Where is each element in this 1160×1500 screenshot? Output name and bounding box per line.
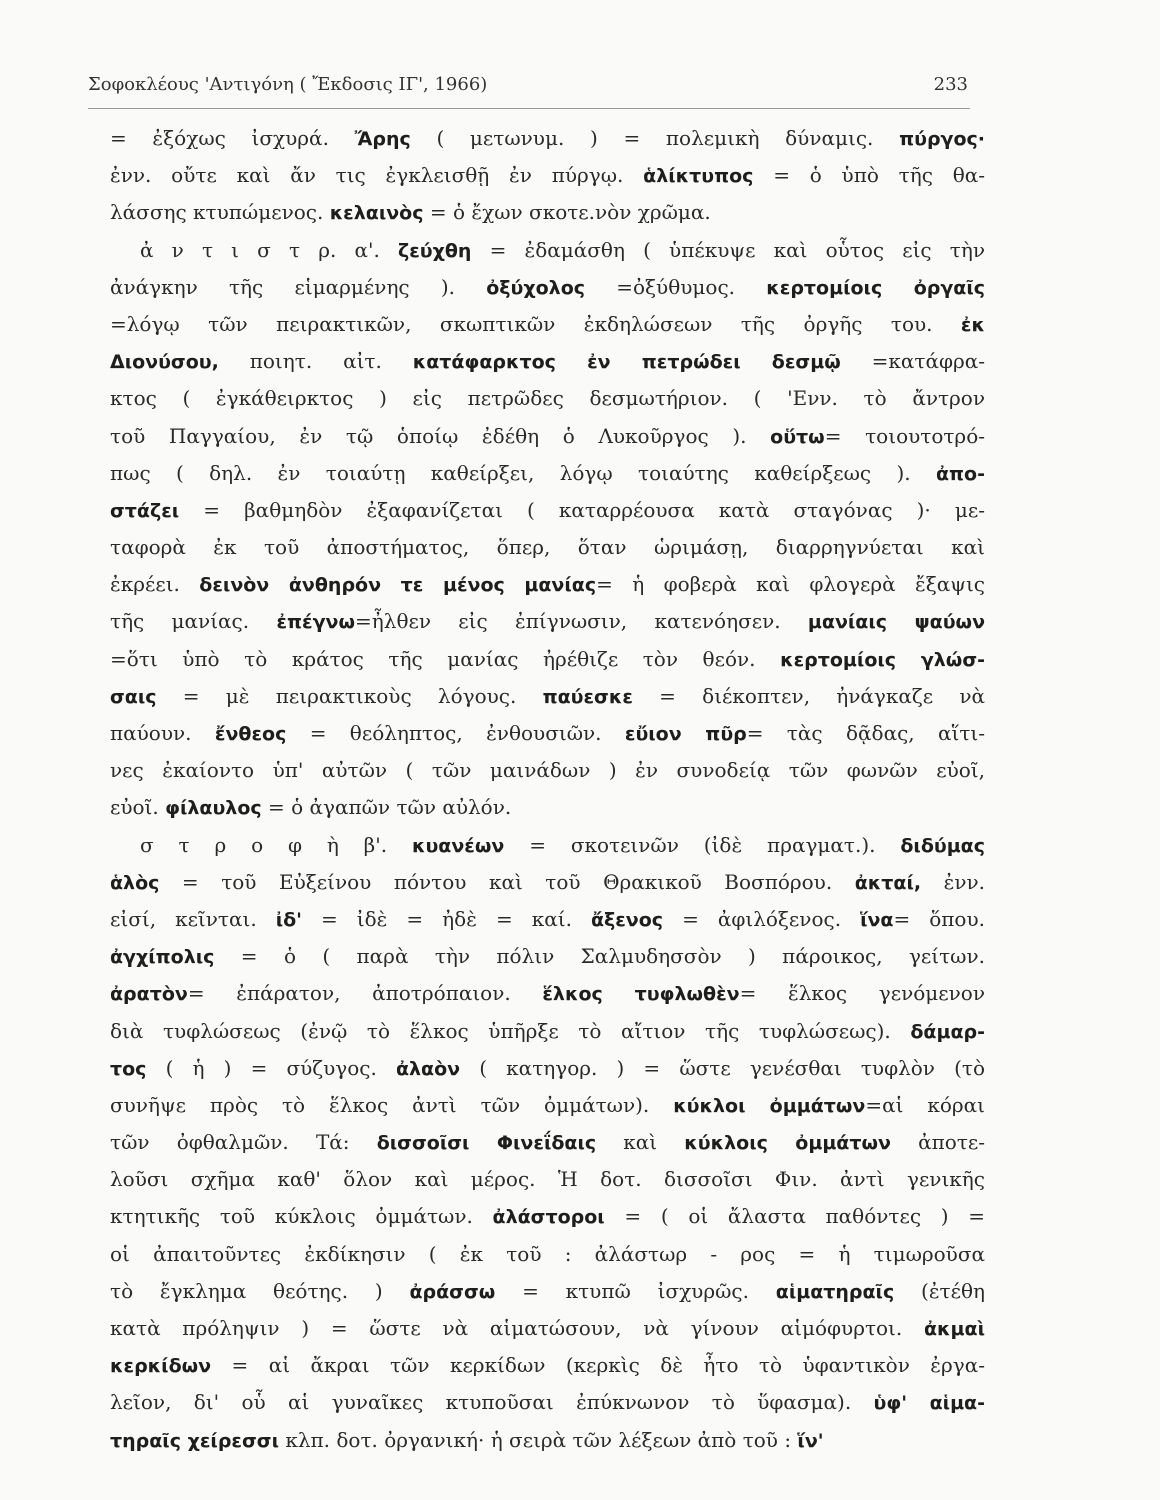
headword: κυανέων	[411, 834, 505, 857]
headword: κερτομίοις ὀργαῖς	[766, 276, 986, 299]
gloss-text: = θεόληπτος, ἐνθουσιῶν.	[286, 721, 625, 745]
headword: ἀράσσω	[409, 1280, 496, 1303]
text-line	[110, 306, 985, 343]
gloss-text: = ἡ φοβερὰ καὶ φλογερὰ ἔξαψις	[596, 572, 986, 597]
text-line	[110, 492, 985, 529]
text-line	[110, 1236, 985, 1273]
gloss-text: = ἐπάρατον, ἀποτρόπαιον.	[187, 981, 543, 1006]
gloss-text: =κατάφρα-	[840, 349, 985, 374]
text-line	[110, 603, 985, 640]
headword: ἁλὸς	[110, 871, 160, 894]
gloss-text: ἀποτε-	[890, 1130, 985, 1155]
text-line	[110, 232, 985, 269]
gloss-text: λεῖον, δι' οὗ αἱ γυναῖκες κτυποῦσαι ἐπύκνωνον τὸ ὕφασμα).	[110, 1390, 874, 1415]
gloss-text: ἐνν. οὔτε καὶ ἄν τις ἐγκλεισθῇ ἐν πύργῳ.	[110, 163, 644, 188]
headword: ἔνθεος	[214, 723, 287, 745]
gloss-text: σ τ ρ ο φ ὴ β'.	[140, 832, 412, 857]
headword: Διονύσου,	[110, 351, 219, 374]
gloss-text: (ἐτέθη	[894, 1278, 986, 1303]
text-line	[110, 269, 985, 306]
text-line	[110, 1310, 985, 1347]
text-line	[110, 194, 985, 231]
gloss-text: = ἐξόχως ἰσχυρά.	[110, 126, 355, 150]
headword: φίλαυλος	[165, 797, 262, 820]
gloss-text: = μὲ πειρακτικοὺς λόγους.	[156, 683, 543, 708]
gloss-text: =αἱ κόραι	[865, 1092, 986, 1117]
headword: Ἄρης	[354, 128, 411, 150]
text-line	[110, 157, 985, 194]
gloss-text: =λόγῳ τῶν πειρακτικῶν, σκωπτικῶν ἐκδηλώσεων τῆς ὀργῆς του.	[110, 311, 961, 336]
headword: ἕλκος τυφλωθὲν	[542, 983, 740, 1006]
gloss-text: τῶν ὀφθαλμῶν. Τά:	[110, 1130, 377, 1155]
gloss-text: = ὅπου.	[893, 906, 985, 931]
text-line	[110, 715, 985, 752]
gloss-text: τὸ ἔγκλημα θεότης. )	[110, 1278, 410, 1303]
headword: δεινὸν ἀνθηρόν τε μένος μανίας	[199, 574, 597, 597]
headword: ἀγχίπολις	[110, 946, 215, 969]
gloss-text: κατὰ πρόληψιν ) = ὥστε νὰ αἱματώσουν, νὰ γίνουν αἱμόφυρτοι.	[110, 1316, 924, 1340]
gloss-text: ἐκρέει.	[110, 572, 200, 597]
headword: ὀξύχολος	[486, 276, 586, 299]
gloss-text: λάσσης κτυπώμενος.	[110, 200, 330, 225]
gloss-text: νες ἐκαίοντο ὑπ' αὐτῶν ( τῶν μαινάδων ) ἐν συνοδείᾳ τῶν φωνῶν εὐοῖ,	[110, 758, 985, 783]
text-line	[110, 1161, 985, 1198]
gloss-text: κτος ( ἐγκάθειρκτος ) εἰς πετρῶδες δεσμωτήριον. ( 'Ενν. τὸ ἄντρον	[110, 386, 985, 411]
gloss-text: = βαθμηδὸν ἐξαφανίζεται ( καταρρέουσα κατὰ σταγόνας )· με-	[179, 497, 985, 522]
gloss-text: τοῦ Παγγαίου, ἐν τῷ ὁποίῳ ἐδέθη ὁ Λυκοῦργος ).	[110, 423, 771, 448]
gloss-text: = ὁ ἔχων σκοτε.νὸν χρῶμα.	[423, 200, 711, 225]
headword: μανίαις ψαύων	[807, 611, 986, 634]
text-line	[110, 789, 985, 826]
text-line	[110, 418, 985, 455]
gloss-text: πως ( δηλ. ἐν τοιαύτῃ καθείρξει, λόγῳ τοιαύτης καθείρξεως ).	[110, 460, 936, 485]
headword: ὑφ' αἱμα-	[873, 1392, 985, 1415]
headword: πύργος·	[899, 128, 986, 150]
headword: ἀκταί,	[854, 871, 922, 894]
headword: ἀπο-	[935, 462, 985, 485]
text-line	[110, 1050, 985, 1087]
running-title: Σοφοκλέους 'Αντιγόνη ( Ἔκδοσις ΙΓ', 1966)	[88, 74, 488, 95]
gloss-text: κτητικῆς τοῦ κύκλοις ὀμμάτων.	[110, 1204, 493, 1229]
gloss-text: = ( οἱ ἄλαστα παθόντες ) =	[604, 1204, 985, 1229]
text-line	[110, 678, 985, 715]
headword: ἁλίκτυπος	[643, 165, 754, 188]
text-line	[110, 380, 985, 417]
gloss-text: συνῆψε πρὸς τὸ ἕλκος ἀντὶ τῶν ὀμμάτων).	[110, 1092, 674, 1117]
text-line	[110, 1273, 985, 1310]
text-line	[110, 1013, 985, 1050]
gloss-text: κλπ. δοτ. ὀργανική· ἡ σειρὰ τῶν λέξεων ἀπὸ τοῦ :	[279, 1427, 798, 1452]
text-line	[110, 752, 985, 789]
headword: κύκλοις ὀμμάτων	[684, 1132, 891, 1155]
gloss-text: ποιητ. αἰτ.	[218, 349, 413, 374]
gloss-text: =ὅτι ὑπὸ τὸ κράτος τῆς μανίας ἠρέθιζε τὸν θεόν.	[110, 646, 781, 671]
gloss-text: = ὁ ἀγαπῶν τῶν αὐλόν.	[261, 795, 512, 820]
headword: κερτομίοις γλώσ-	[780, 648, 986, 671]
headword: ἄξενος	[590, 908, 664, 931]
headword: δισσοῖσι Φινεΐδαις	[376, 1132, 597, 1155]
headword: κατάφαρκτος ἐν πετρώδει δεσμῷ	[412, 351, 841, 374]
text-line	[110, 1087, 985, 1124]
gloss-text: =ἦλθεν εἰς ἐπίγνωσιν, κατενόησεν.	[355, 609, 808, 634]
gloss-text: = σκοτεινῶν (ἰδὲ πραγματ.).	[504, 832, 901, 857]
text-line	[110, 343, 985, 380]
gloss-text: = ὁ ὑπὸ τῆς θα-	[753, 163, 985, 188]
gloss-text: ἀνάγκην τῆς εἱμαρμένης ).	[110, 274, 487, 299]
gloss-text: =ὀξύθυμος.	[585, 274, 767, 299]
gloss-text: οἱ ἀπαιτοῦντες ἐκδίκησιν ( ἐκ τοῦ : ἀλάστωρ - ρος = ἡ τιμωροῦσα	[110, 1241, 985, 1266]
gloss-text: = αἱ ἄκραι τῶν κερκίδων (κερκὶς δὲ ἦτο τὸ ὑφαντικὸν ἐργα-	[211, 1353, 985, 1378]
text-line	[110, 1384, 985, 1421]
gloss-text: = ὁ ( παρὰ τὴν πόλιν Σαλμυδησσὸν ) πάροικος, γείτων.	[214, 944, 985, 969]
headword: σαις	[110, 685, 157, 708]
headword: παύεσκε	[542, 685, 633, 708]
gloss-text: = ἕλκος γενόμενον	[739, 981, 985, 1006]
headword: ζεύχθη	[397, 239, 472, 262]
text-line	[110, 864, 985, 901]
headword: ἀλάστοροι	[492, 1206, 605, 1229]
headword: κερκίδων	[110, 1355, 212, 1378]
gloss-text: = ἐδαμάσθη ( ὑπέκυψε καὶ οὗτος εἰς τὴν	[471, 237, 985, 262]
gloss-text: λοῦσι σχῆμα καθ' ὅλον καὶ μέρος. Ἡ δοτ. δισσοῖσι Φιν. ἀντὶ γενικῆς	[110, 1167, 985, 1192]
gloss-text: ( κατηγορ. ) = ὥστε γενέσθαι τυφλὸν (τὸ	[460, 1055, 985, 1080]
headword: διδύμας	[900, 834, 985, 857]
headword: κύκλοι ὀμμάτων	[673, 1094, 866, 1117]
text-line	[110, 975, 985, 1012]
headword: εὔιον πῦρ	[624, 723, 747, 745]
page-number: 233	[933, 74, 968, 95]
headword: δάμαρ-	[910, 1020, 985, 1043]
gloss-text: = ἀφιλόξενος.	[663, 906, 861, 931]
headword: ἀρατὸν	[110, 983, 188, 1006]
gloss-text: = ἰδὲ = ἠδὲ = καί.	[302, 906, 591, 931]
gloss-text: ταφορὰ ἐκ τοῦ ἀποστήματος, ὅπερ, ὅταν ὡριμάσῃ, διαρρηγνύεται καὶ	[110, 535, 985, 560]
gloss-text: ( μετωνυμ. ) = πολεμικὴ δύναμις.	[410, 126, 900, 150]
gloss-text: διὰ τυφλώσεως (ἐνῷ τὸ ἕλκος ὑπῆρξε τὸ αἴτιον τῆς τυφλώσεως).	[110, 1018, 911, 1043]
text-line	[110, 938, 985, 975]
headword: στάζει	[110, 499, 180, 522]
text-line	[110, 901, 985, 938]
headword: αἱματηραῖς	[775, 1280, 895, 1303]
text-line	[110, 1124, 985, 1161]
headword: οὕτω	[770, 425, 825, 448]
headword: ἐκ	[960, 313, 985, 336]
gloss-text: = τοῦ Εὐξείνου πόντου καὶ τοῦ Θρακικοῦ Βοσπόρου.	[159, 869, 855, 894]
headword: τος	[110, 1057, 147, 1080]
page-header	[88, 74, 968, 95]
text-line	[110, 641, 985, 678]
gloss-text: = τὰς δᾷδας, αἵτι-	[746, 721, 985, 745]
gloss-text: ἀ ν τ ι σ τ ρ. α'.	[140, 237, 398, 262]
text-line	[110, 566, 985, 603]
gloss-text: τῆς μανίας.	[110, 609, 277, 634]
text-line	[110, 455, 985, 492]
headword: ἰδ'	[275, 908, 302, 931]
headword: τηραῖς χείρεσσι	[110, 1429, 279, 1452]
gloss-text: παύουν.	[110, 721, 215, 745]
commentary-text	[110, 120, 985, 1459]
headword: ἀλαὸν	[395, 1057, 461, 1080]
text-line	[110, 1422, 985, 1459]
gloss-text: = διέκοπτεν, ἠνάγκαζε νὰ	[632, 683, 985, 708]
gloss-text: καὶ	[596, 1130, 685, 1155]
headword: ἵνα	[860, 908, 894, 931]
headword: ἀκμαὶ	[924, 1318, 985, 1340]
text-line	[110, 1198, 985, 1235]
headword: κελαινὸς	[329, 202, 424, 225]
gloss-text: εἰσί, κεῖνται.	[110, 906, 276, 931]
text-line	[110, 1347, 985, 1384]
gloss-text: = κτυπῶ ἰσχυρῶς.	[495, 1278, 776, 1303]
gloss-text: = τοιουτοτρό-	[824, 423, 985, 448]
gloss-text: εὐοῖ.	[110, 795, 166, 820]
gloss-text: ἐνν.	[921, 869, 985, 894]
headword: ἵν'	[797, 1429, 824, 1452]
text-line	[110, 827, 985, 864]
text-line	[110, 529, 985, 566]
headword: ἐπέγνω	[276, 611, 356, 634]
header-rule	[88, 108, 970, 109]
text-line	[110, 120, 985, 157]
gloss-text: ( ἡ ) = σύζυγος.	[146, 1055, 396, 1080]
